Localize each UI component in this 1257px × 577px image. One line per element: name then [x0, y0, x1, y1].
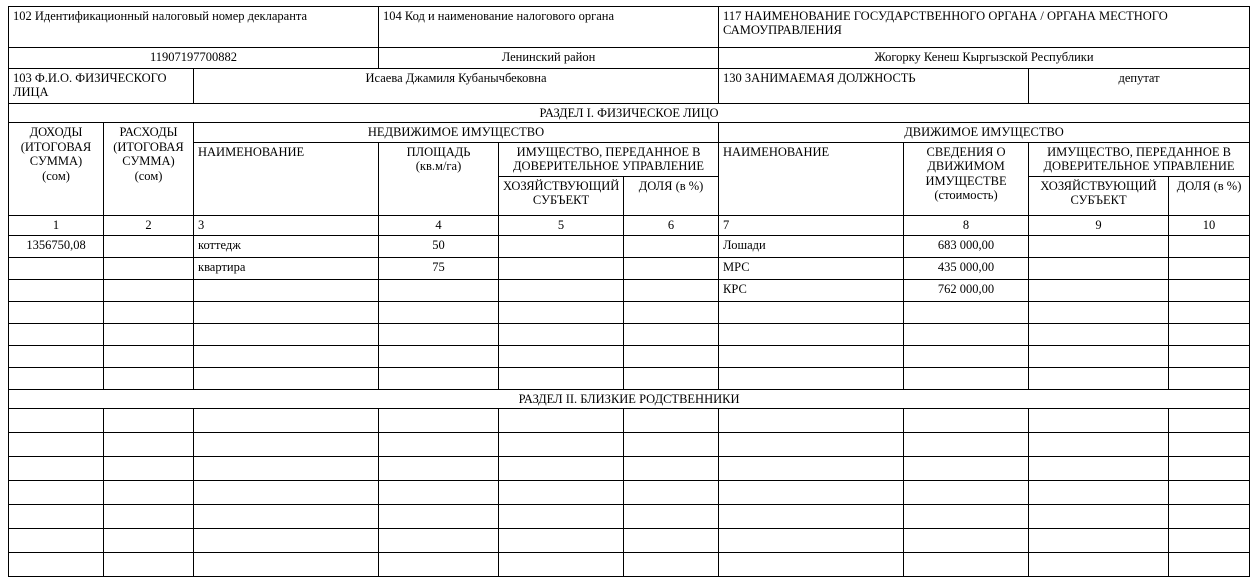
- cell-trust-subject2: [1029, 480, 1169, 504]
- cell-trust-subject: [499, 323, 624, 345]
- cell-trust-share: [624, 323, 719, 345]
- declaration-table: [8, 6, 1250, 577]
- column-share2-header: ДОЛЯ (в %): [1169, 176, 1250, 215]
- cell-income: [9, 408, 104, 432]
- cell-income: [9, 323, 104, 345]
- col-num-6: 6: [624, 215, 719, 235]
- cell-movable-name: [719, 432, 904, 456]
- cell-movable-value: [904, 367, 1029, 389]
- cell-immovable-name: [194, 408, 379, 432]
- subheader-row-1: [9, 142, 1250, 176]
- cell-trust-subject: [499, 408, 624, 432]
- cell-trust-subject: [499, 432, 624, 456]
- cell-trust-subject2: [1029, 301, 1169, 323]
- subject2-line-1: ХОЗЯЙСТВУЮЩИЙ: [1040, 178, 1157, 193]
- column-expense-header: [104, 123, 194, 215]
- cell-area: [379, 279, 499, 301]
- cell-trust-subject2: [1029, 279, 1169, 301]
- cell-movable-value: [904, 408, 1029, 432]
- column-number-row: [9, 215, 1250, 235]
- table-row: [9, 323, 1250, 345]
- cell-trust-subject2: [1029, 528, 1169, 552]
- cell-movable-value: 762 000,00: [904, 279, 1029, 301]
- cell-movable-value: 435 000,00: [904, 257, 1029, 279]
- cell-area: [379, 367, 499, 389]
- cell-immovable-name: [194, 345, 379, 367]
- col-num-1: 1: [9, 215, 104, 235]
- field-104-value: Ленинский район: [379, 48, 719, 69]
- trust-movable-line-1: ИМУЩЕСТВО, ПЕРЕДАННОЕ В: [1047, 144, 1231, 159]
- cell-area: [379, 408, 499, 432]
- cell-income: [9, 279, 104, 301]
- cell-movable-value: [904, 552, 1029, 576]
- cell-immovable-name: [194, 432, 379, 456]
- table-row: [9, 345, 1250, 367]
- trust-immovable-line-1: ИМУЩЕСТВО, ПЕРЕДАННОЕ В: [516, 144, 701, 159]
- cell-area: [379, 528, 499, 552]
- cell-immovable-name: [194, 301, 379, 323]
- cell-trust-share2: [1169, 552, 1250, 576]
- cell-trust-share: [624, 432, 719, 456]
- cell-area: [379, 504, 499, 528]
- cell-trust-share2: [1169, 257, 1250, 279]
- cell-movable-name: [719, 345, 904, 367]
- cell-trust-subject2: [1029, 367, 1169, 389]
- cell-expense: [104, 432, 194, 456]
- cell-trust-share: [624, 367, 719, 389]
- col-num-4: 4: [379, 215, 499, 235]
- cell-immovable-name: [194, 552, 379, 576]
- cell-trust-share: [624, 552, 719, 576]
- cell-income: [9, 480, 104, 504]
- cell-immovable-name: [194, 323, 379, 345]
- cell-movable-name: КРС: [719, 279, 904, 301]
- group-header-movable: ДВИЖИМОЕ ИМУЩЕСТВО: [719, 123, 1250, 142]
- table-row: [9, 504, 1250, 528]
- col-num-5: 5: [499, 215, 624, 235]
- cell-immovable-name: [194, 504, 379, 528]
- cell-trust-subject: [499, 552, 624, 576]
- cell-expense: [104, 480, 194, 504]
- col-num-10: 10: [1169, 215, 1250, 235]
- cell-movable-name: [719, 408, 904, 432]
- column-subject-header: [499, 176, 624, 215]
- income-line-1: ДОХОДЫ: [29, 125, 83, 140]
- cell-trust-subject2: [1029, 235, 1169, 257]
- cell-income: [9, 528, 104, 552]
- cell-trust-subject: [499, 504, 624, 528]
- cell-income: [9, 345, 104, 367]
- cell-movable-value: [904, 528, 1029, 552]
- cell-trust-share: [624, 257, 719, 279]
- cell-immovable-name: [194, 279, 379, 301]
- header-field-row: [9, 7, 1250, 48]
- cell-movable-name: Лошади: [719, 235, 904, 257]
- header-value-row: [9, 48, 1250, 69]
- field-102-value: 11907197700882: [9, 48, 379, 69]
- field-103-label: 103 Ф.И.О. ФИЗИЧЕСКОГО ЛИЦА: [9, 69, 194, 104]
- cell-income: [9, 504, 104, 528]
- cell-expense: [104, 552, 194, 576]
- cell-income: [9, 257, 104, 279]
- column-share-header: ДОЛЯ (в %): [624, 176, 719, 215]
- cell-area: [379, 480, 499, 504]
- cell-trust-share2: [1169, 323, 1250, 345]
- cell-trust-share2: [1169, 528, 1250, 552]
- field-117-value: Жогорку Кенеш Кыргызской Республики: [719, 48, 1250, 69]
- column-movable-info-header: [904, 142, 1029, 215]
- cell-area: [379, 552, 499, 576]
- cell-income: [9, 552, 104, 576]
- section-1-title-row: [9, 104, 1250, 123]
- cell-area: [379, 432, 499, 456]
- cell-trust-share2: [1169, 408, 1250, 432]
- cell-movable-name: [719, 552, 904, 576]
- cell-area: [379, 323, 499, 345]
- table-row: [9, 528, 1250, 552]
- cell-trust-subject: [499, 301, 624, 323]
- movable-info-line-4: (стоимость): [934, 187, 998, 202]
- col-num-8: 8: [904, 215, 1029, 235]
- table-row: [9, 432, 1250, 456]
- cell-trust-subject2: [1029, 408, 1169, 432]
- cell-income: [9, 301, 104, 323]
- cell-trust-subject2: [1029, 257, 1169, 279]
- area-line-1: ПЛОЩАДЬ: [406, 144, 471, 159]
- cell-expense: [104, 279, 194, 301]
- column-movable-name-header: НАИМЕНОВАНИЕ: [719, 142, 904, 215]
- cell-trust-share2: [1169, 345, 1250, 367]
- subject-line-2: СУБЪЕКТ: [532, 192, 590, 207]
- cell-trust-subject: [499, 235, 624, 257]
- cell-trust-subject2: [1029, 345, 1169, 367]
- cell-trust-share2: [1169, 301, 1250, 323]
- cell-trust-share2: [1169, 480, 1250, 504]
- column-trust-movable-header: [1029, 142, 1250, 176]
- field-130-value: депутат: [1029, 69, 1250, 104]
- income-line-3: СУММА): [29, 154, 83, 169]
- column-trust-immovable-header: [499, 142, 719, 176]
- cell-expense: [104, 257, 194, 279]
- cell-trust-share: [624, 528, 719, 552]
- movable-info-line-2: ДВИЖИМОМ: [927, 159, 1005, 174]
- cell-trust-subject2: [1029, 432, 1169, 456]
- cell-area: [379, 301, 499, 323]
- cell-area: 50: [379, 235, 499, 257]
- column-income-header: [9, 123, 104, 215]
- cell-trust-share2: [1169, 279, 1250, 301]
- cell-trust-share2: [1169, 504, 1250, 528]
- cell-income: 1356750,08: [9, 235, 104, 257]
- cell-trust-subject2: [1029, 323, 1169, 345]
- cell-movable-value: [904, 504, 1029, 528]
- cell-trust-share2: [1169, 367, 1250, 389]
- expense-line-4: (сом): [134, 168, 163, 183]
- cell-movable-name: [719, 480, 904, 504]
- cell-trust-subject: [499, 367, 624, 389]
- expense-line-2: (ИТОГОВАЯ: [113, 139, 184, 154]
- area-line-2: (кв.м/га): [415, 159, 462, 174]
- cell-expense: [104, 528, 194, 552]
- cell-movable-name: [719, 323, 904, 345]
- col-num-2: 2: [104, 215, 194, 235]
- cell-immovable-name: коттедж: [194, 235, 379, 257]
- cell-movable-value: 683 000,00: [904, 235, 1029, 257]
- cell-movable-name: [719, 504, 904, 528]
- cell-trust-subject: [499, 345, 624, 367]
- expense-line-3: СУММА): [122, 154, 175, 169]
- group-header-immovable: НЕДВИЖИМОЕ ИМУЩЕСТВО: [194, 123, 719, 142]
- cell-trust-share: [624, 504, 719, 528]
- cell-expense: [104, 323, 194, 345]
- cell-trust-share: [624, 408, 719, 432]
- cell-expense: [104, 301, 194, 323]
- income-line-2: (ИТОГОВАЯ: [20, 139, 92, 154]
- subject-line-1: ХОЗЯЙСТВУЮЩИЙ: [503, 178, 620, 193]
- cell-trust-subject2: [1029, 552, 1169, 576]
- cell-immovable-name: [194, 480, 379, 504]
- field-103-value: Исаева Джамиля Кубанычбековна: [194, 69, 719, 104]
- section-2-title-row: [9, 389, 1250, 408]
- cell-area: [379, 345, 499, 367]
- cell-trust-share: [624, 345, 719, 367]
- field-130-label: 130 ЗАНИМАЕМАЯ ДОЛЖНОСТЬ: [719, 69, 1029, 104]
- column-area-header: [379, 142, 499, 215]
- section-1-title: РАЗДЕЛ I. ФИЗИЧЕСКОЕ ЛИЦО: [9, 104, 1250, 123]
- section-2-title: РАЗДЕЛ II. БЛИЗКИЕ РОДСТВЕННИКИ: [9, 389, 1250, 408]
- table-row: [9, 235, 1250, 257]
- cell-trust-subject2: [1029, 504, 1169, 528]
- income-line-4: (сом): [42, 168, 70, 183]
- cell-movable-name: [719, 301, 904, 323]
- person-row: [9, 69, 1250, 104]
- field-117-label: 117 НАИМЕНОВАНИЕ ГОСУДАРСТВЕННОГО ОРГАНА / ОРГАНА МЕСТНОГО САМОУПРАВЛЕНИЯ: [719, 7, 1250, 48]
- cell-movable-value: [904, 345, 1029, 367]
- cell-expense: [104, 367, 194, 389]
- cell-immovable-name: квартира: [194, 257, 379, 279]
- expense-line-1: РАСХОДЫ: [119, 125, 178, 140]
- cell-trust-share: [624, 279, 719, 301]
- col-num-9: 9: [1029, 215, 1169, 235]
- table-row: [9, 279, 1250, 301]
- cell-expense: [104, 408, 194, 432]
- cell-movable-name: [719, 528, 904, 552]
- cell-expense: [104, 504, 194, 528]
- cell-area: 75: [379, 257, 499, 279]
- trust-immovable-line-2: ДОВЕРИТЕЛЬНОЕ УПРАВЛЕНИЕ: [513, 159, 705, 174]
- col-num-3: 3: [194, 215, 379, 235]
- cell-income: [9, 367, 104, 389]
- cell-trust-share: [624, 480, 719, 504]
- cell-trust-subject: [499, 257, 624, 279]
- cell-trust-share2: [1169, 432, 1250, 456]
- cell-trust-share: [624, 235, 719, 257]
- cell-income: [9, 432, 104, 456]
- table-row: [9, 552, 1250, 576]
- cell-movable-name: [719, 367, 904, 389]
- cell-trust-subject: [499, 279, 624, 301]
- cell-movable-value: [904, 323, 1029, 345]
- cell-movable-name: МРС: [719, 257, 904, 279]
- cell-movable-value: [904, 480, 1029, 504]
- cell-movable-value: [904, 301, 1029, 323]
- movable-info-line-3: ИМУЩЕСТВЕ: [925, 173, 1007, 188]
- table-row: [9, 480, 1250, 504]
- group-header-row: [9, 123, 1250, 142]
- table-row: [9, 257, 1250, 279]
- table-row: [9, 408, 1250, 432]
- table-row: [9, 301, 1250, 323]
- trust-movable-line-2: ДОВЕРИТЕЛЬНОЕ УПРАВЛЕНИЕ: [1043, 159, 1235, 174]
- cell-trust-share: [624, 301, 719, 323]
- field-104-label: 104 Код и наименование налогового органа: [379, 7, 719, 48]
- cell-trust-share2: [1169, 235, 1250, 257]
- table-row: [9, 367, 1250, 389]
- subject2-line-2: СУБЪЕКТ: [1070, 192, 1127, 207]
- cell-expense: [104, 235, 194, 257]
- field-102-label: 102 Идентификационный налоговый номер декларанта: [9, 7, 379, 48]
- cell-immovable-name: [194, 528, 379, 552]
- movable-info-line-1: СВЕДЕНИЯ О: [926, 144, 1006, 159]
- cell-expense: [104, 345, 194, 367]
- cell-trust-subject: [499, 480, 624, 504]
- col-num-7: 7: [719, 215, 904, 235]
- column-immovable-name-header: НАИМЕНОВАНИЕ: [194, 142, 379, 215]
- column-subject2-header: [1029, 176, 1169, 215]
- cell-immovable-name: [194, 367, 379, 389]
- cell-movable-value: [904, 432, 1029, 456]
- cell-trust-subject: [499, 528, 624, 552]
